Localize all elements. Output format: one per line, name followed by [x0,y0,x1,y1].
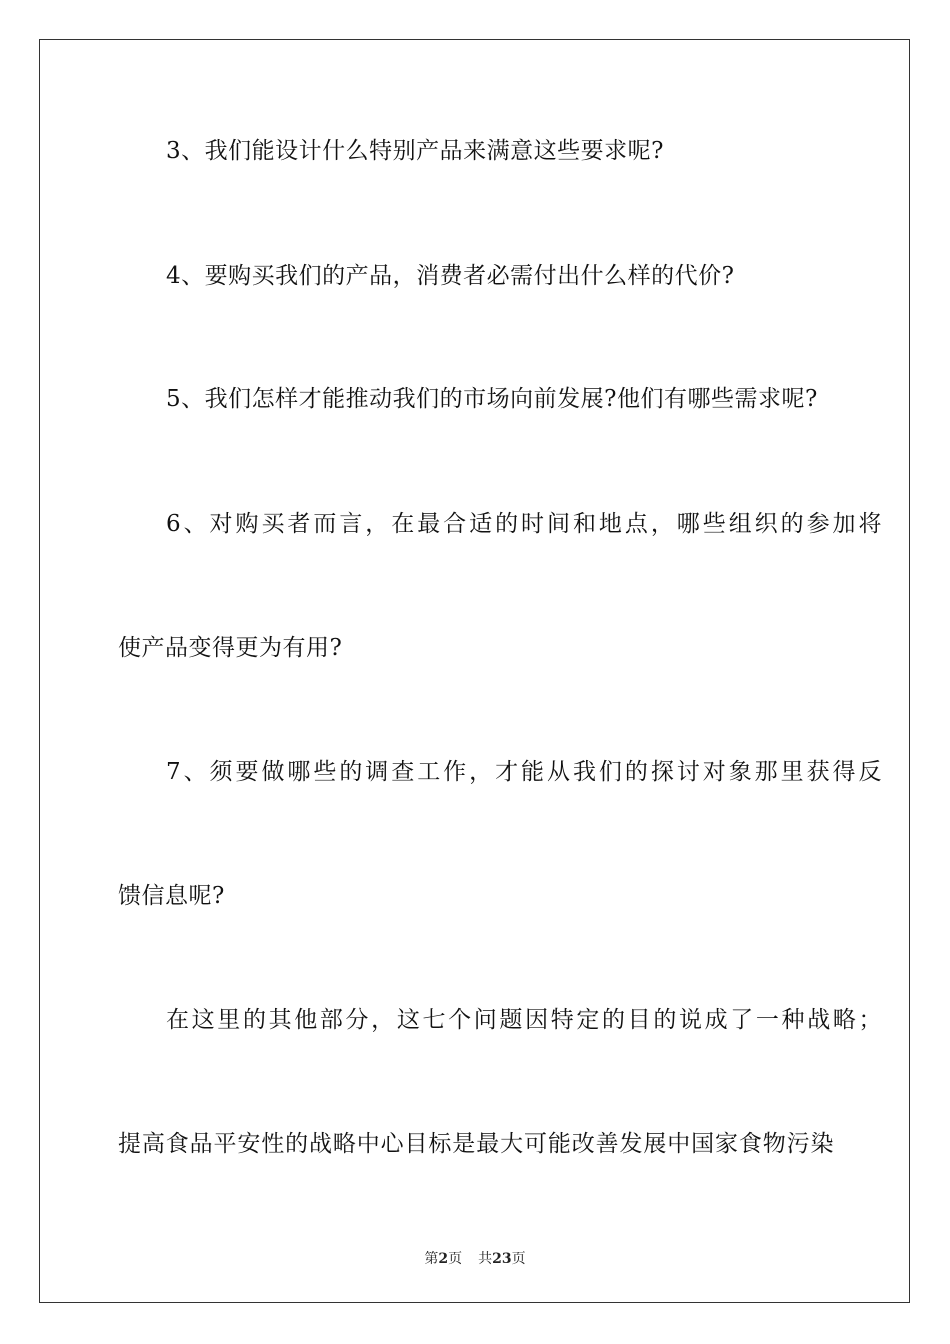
paragraph-line-6-end: 使产品变得更为有用? [118,635,343,661]
paragraph-line-3: 3、我们能设计什么特别产品来满意这些要求呢? [166,138,664,164]
footer-total-pages: 23 [492,1251,512,1267]
footer-page-prefix: 第 [424,1251,439,1267]
footer-page-number: 2 [438,1251,449,1267]
footer-page-suffix: 页 [448,1251,463,1267]
paragraph-line-6-start: 6、对购买者而言，在最合适的时间和地点，哪些组织的参加将 [166,511,882,537]
page-frame [39,39,910,1303]
paragraph-line-strategy-continued: 提高食品平安性的战略中心目标是最大可能改善发展中国家食物污染 [118,1131,834,1157]
footer-total-suffix: 页 [511,1251,526,1267]
page-footer [0,1248,950,1268]
paragraph-line-4: 4、要购买我们的产品，消费者必需付出什么样的代价? [166,263,735,289]
paragraph-line-5: 5、我们怎样才能推动我们的市场向前发展?他们有哪些需求呢? [166,386,818,412]
footer-total-prefix: 共 [478,1251,493,1267]
paragraph-line-7-end: 馈信息呢? [118,883,225,909]
paragraph-line-strategy-start: 在这里的其他部分，这七个问题因特定的目的说成了一种战略； [166,1007,882,1033]
paragraph-line-7-start: 7、须要做哪些的调查工作，才能从我们的探讨对象那里获得反 [166,759,882,785]
